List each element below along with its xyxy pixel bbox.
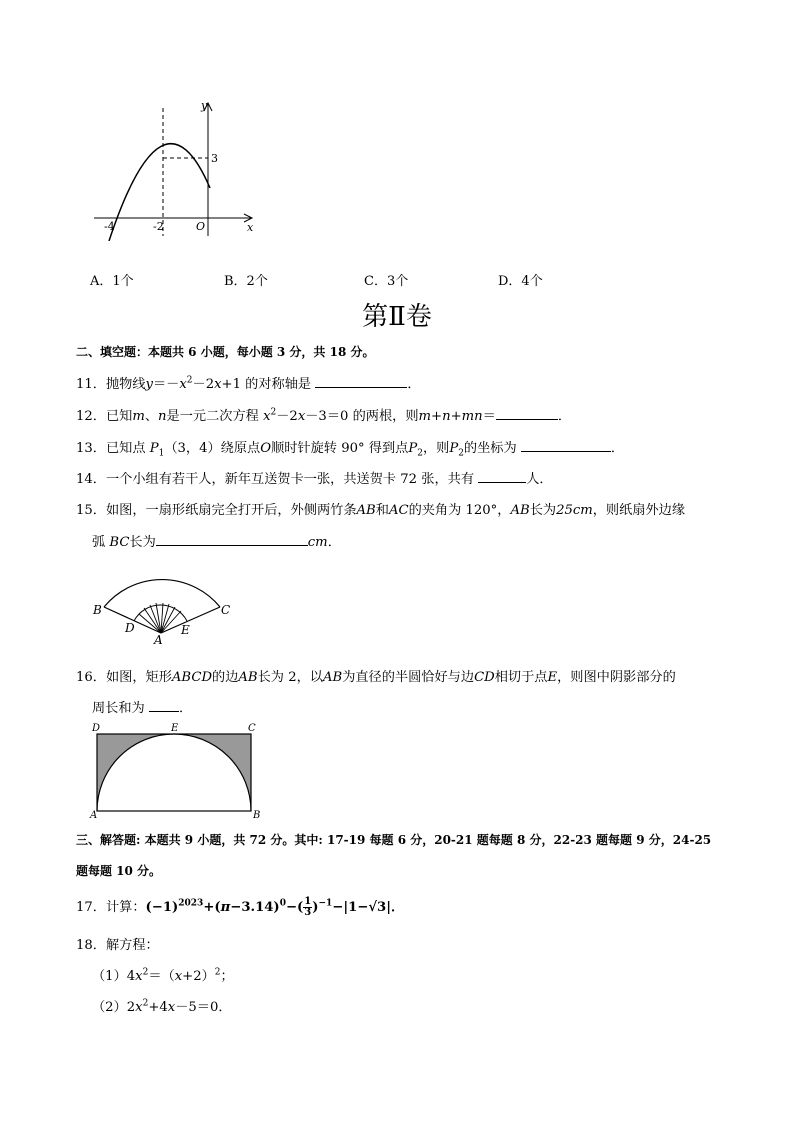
fan-label-e: E: [181, 623, 190, 637]
rect-label-d: D: [92, 723, 101, 734]
rect-label-e: E: [171, 723, 179, 734]
solve-header-line-2: 题每题 10 分。: [76, 864, 162, 878]
origin-label: O: [196, 220, 206, 233]
section-2-title: 第Ⅱ卷: [362, 302, 432, 332]
question-13: 13．已知点 $P_1(3$，4）绕原点O顺时针旋转 90° 得到点$P_2$，则$P_2$的坐标为 ．: [76, 441, 625, 459]
question-18-part-2: $(2)2x^2+4x-5=0$．: [92, 998, 232, 1015]
answer-blank-11[interactable]: [315, 375, 407, 388]
question-15: 15．如图，一扇形纸扇完全打开后，外侧两竹条AB和AC的夹角为 120°，AB长为25cm，则纸扇外边缘: [76, 503, 686, 518]
fraction-one-third: $\frac{1}{3}$: [304, 896, 312, 918]
fan-label-c: C: [221, 603, 231, 617]
question-16-line-2: 周长和为 ．: [92, 701, 193, 716]
y-axis-label: y: [201, 99, 208, 112]
tick-label-neg2: -2: [153, 220, 164, 233]
question-14: 14．一个小组有若干人，新年互送贺卡一张，共送贺卡 72 张，共有 人．: [76, 472, 553, 487]
question-16: 16．如图，矩形ABCD的边AB长为 2，以AB为直径的半圆恰好与边CD相切于点E，则图中阴影部分的: [76, 670, 676, 685]
answer-blank-14[interactable]: [478, 470, 526, 483]
tick-label-neg4: -4: [104, 220, 115, 233]
fan-figure: [88, 560, 238, 646]
solve-header: 三、解答题: 本题共 9 小题，共 72 分。其中: 17-19 每题 6 分，20-21 题每题 8 分，22-23 题每题 9 分，24-25: [76, 833, 712, 847]
question-17: 17．计算：$(-1)^{2023}+(\pi-3.14)^0-$( $\frac{1}{3}$ )$^{-1}$−|1−√3|．: [76, 896, 405, 918]
question-18: 18．解方程：: [76, 938, 159, 953]
question-15-line-2: 弧 BC长为 cm．: [92, 535, 341, 550]
answer-blank-15[interactable]: [156, 533, 308, 546]
fan-label-a: A: [154, 633, 163, 646]
answer-blank-13[interactable]: [521, 439, 611, 452]
fan-label-b: B: [93, 603, 102, 617]
fan-ribs: [139, 603, 181, 633]
option-b[interactable]: B．2个: [224, 274, 268, 289]
question-12: 12．已知m、n是一元二次方程 $x^2-2x-3=0$ 的两根，则m+n+mn＝ ．: [76, 407, 572, 424]
x-axis-label: x: [247, 221, 254, 234]
rectangle-semicircle-figure: [88, 720, 268, 820]
shaded-region: [97, 734, 251, 811]
option-d[interactable]: D．4个: [498, 274, 543, 289]
rect-label-b: B: [253, 810, 261, 820]
question-18-part-1: $(1)4x^2=(x+2)^2$；: [92, 967, 234, 984]
option-a[interactable]: A．1个: [90, 274, 134, 289]
option-c[interactable]: C．3个: [364, 274, 409, 289]
rect-label-c: C: [248, 723, 256, 734]
fill-in-header: 二、填空题：本题共 6 小题，每小题 3 分，共 18 分。: [76, 345, 375, 359]
fan-label-d: D: [125, 621, 135, 635]
bamboo-ac: [161, 607, 220, 633]
tick-label-3: 3: [211, 152, 218, 165]
question-11: 11．抛物线$y=-x^2-2x+1$ 的对称轴是 ．: [76, 375, 421, 392]
parabola-graph: [88, 96, 268, 241]
answer-blank-16[interactable]: [149, 699, 179, 712]
answer-blank-12[interactable]: [496, 407, 558, 420]
outer-arc: [104, 580, 220, 607]
rect-label-a: A: [90, 810, 98, 820]
